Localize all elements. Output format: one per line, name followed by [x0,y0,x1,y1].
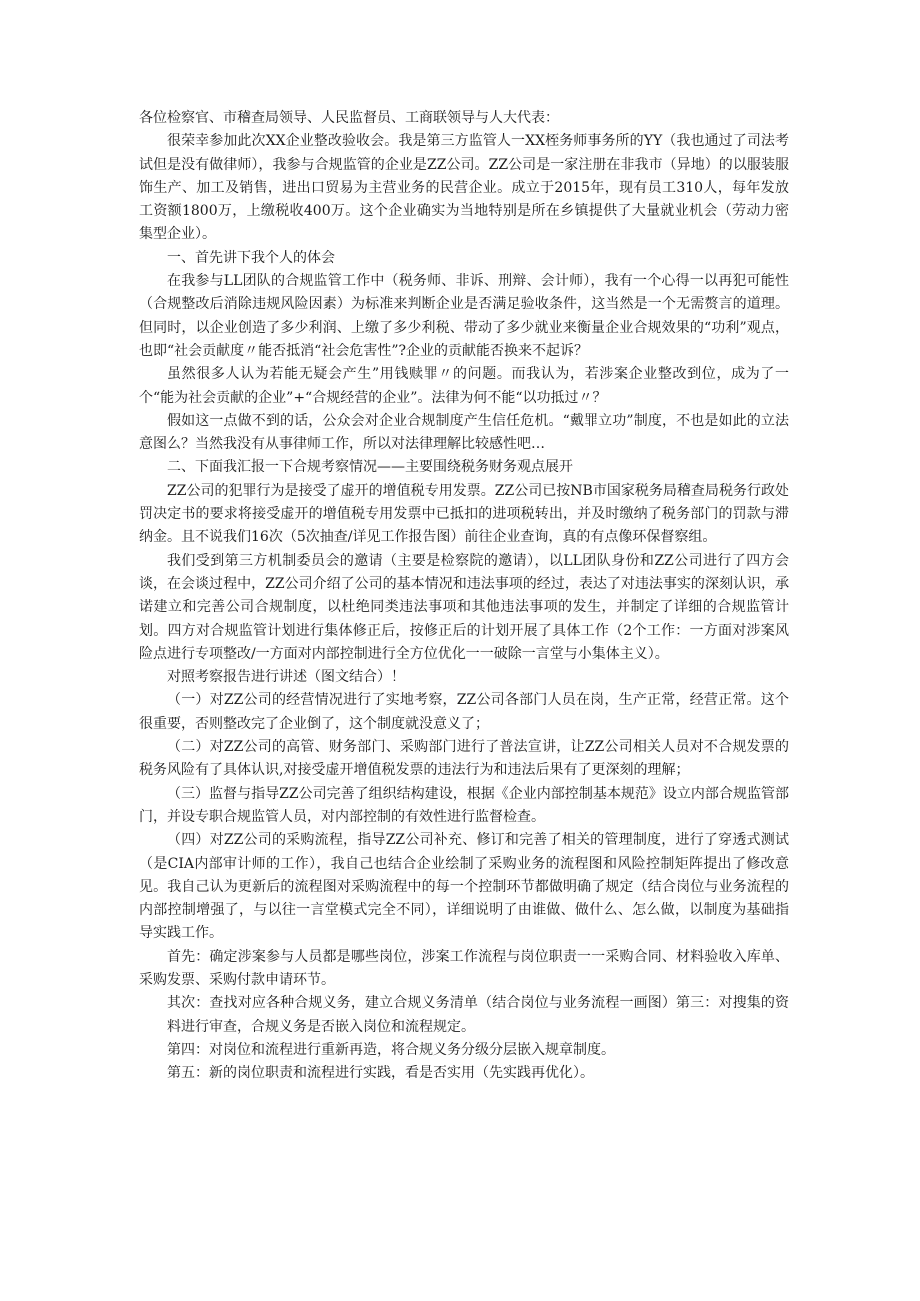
paragraph: 虽然很多人认为若能无疑会产生”用钱赎罪〃的问题。而我认为，若涉案企业整改到位，成为了一个“能为社会贡献的企业”+“合规经营的企业”。法律为何不能“以功抵过〃？ [139,366,789,406]
step-item: 第四：对岗位和流程进行重新再造，将合规义务分级分层嵌入规章制度。 [167,1041,615,1058]
section-heading-1: 一、首先讲下我个人的体会 [167,249,335,266]
step-item: 第五：新的岗位职责和流程进行实践，看是否实用（先实践再优化）。 [167,1065,594,1082]
document-body [139,107,789,1085]
list-item: （一）对ZZ公司的经营情况进行了实地考察，ZZ公司各部门人员在岗，生产正常，经营正常。这个很重要，否则整改完了企业倒了，这个制度就没意义了； [139,692,789,732]
step-item: 其次：查找对应各种合规义务，建立合规义务清单（结合岗位与业务流程一画图）第三：对搜集的资料进行审查，合规义务是否嵌入岗位和流程规定。 [167,995,789,1035]
list-item: （三）监督与指导ZZ公司完善了组织结构建设，根据《企业内部控制基本规范》设立内部合规监管部门，并设专职合规监管人员，对内部控制的有效性进行监督检查。 [139,785,789,825]
subheading: 对照考察报告进行讲述（图文结合）！ [167,669,405,686]
paragraph-intro: 很荣幸参加此次XX企业整改验收会。我是第三方监管人一XX桎务师事务所的YY（我也通过了司法考试但是没有做律师），我参与合规监管的企业是ZZ公司。ZZ公司是一家注册在非我市（异地）的以服装服饰生产、加工及销售，进出口贸易为主营业务的民营企业。成立于2015年，现有员工310人，每年发放工资额1800万，上缴税收400万。这个企业确实为当地特别是所在乡镇提供了大量就业机会（劳动力密集型企业）。 [139,133,789,243]
paragraph: 假如这一点做不到的话，公众会对企业合规制度产生信任危机。“戴罪立功”制度，不也是如此的立法意图么？当然我没有从事律师工作，所以对法律理解比较感性吧… [139,412,789,453]
paragraph: 我们受到第三方机制委员会的邀请（主要是检察院的邀请），以LL团队身份和ZZ公司进行了四方会谈，在会谈过程中，ZZ公司介绍了公司的基本情况和违法事项的经过，表达了对违法事实的深刻认识，承诺建立和完善公司合规制度，以杜绝同类违法事项和其他违法事项的发生，并制定了详细的合规监管计划。四方对合规监管计划进行集体修正后，按修正后的计划开展了具体工作（2个工作：一方面对涉案风险点进行专项整改/一方面对内部控制进行全方位优化一一破除一言堂与小集体主义）。 [139,552,789,662]
paragraph: 在我参与LL团队的合规监管工作中（税务师、非诉、刑辩、会计师），我有一个心得一以再犯可能性（合规整改后消除违规风险因素）为标准来判断企业是否满足验收条件，这当然是一个无需赘言的道理。但同时，以企业创造了多少利润、上缴了多少利税、带动了多少就业来衡量企业合规效果的“功利”观点，也即“社会贡献度〃能否抵消“社会危害性”?企业的贡献能否换来不起诉？ [139,273,789,359]
paragraph: ZZ公司的犯罪行为是接受了虚开的增值税专用发票。ZZ公司已按NB市国家税务局稽查局税务行政处罚决定书的要求将接受虚开的增值税专用发票中已抵扣的进项税转出，并及时缴纳了税务部门的罚款与滞纳金。且不说我们16次（5次抽查/详见工作报告图）前往企业查询，真的有点像环保督察组。 [139,482,789,546]
list-item: （二）对ZZ公司的高管、财务部门、采购部门进行了普法宣讲，让ZZ公司相关人员对不合规发票的税务风险有了具体认识,对接受虚开增值税发票的违法行为和违法后果有了更深刻的理解； [139,739,789,779]
salutation: 各位检察官、市稽查局领导、人民监督员、工商联领导与人大代表： [139,110,559,126]
step-item: 首先：确定涉案参与人员都是哪些岗位，涉案工作流程与岗位职责一一采购合同、材料验收入库单、采购发票、采购付款申请环节。 [139,948,789,988]
list-item: （四）对ZZ公司的采购流程，指导ZZ公司补充、修订和完善了相关的管理制度，进行了穿透式测试（是CIA内部审计师的工作），我自己也结合企业绘制了采购业务的流程图和风险控制矩阵提出了修改意见。我自己认为更新后的流程图对采购流程中的每一个控制环节都做明确了规定（结合岗位与业务流程的内部控制增强了，与以往一言堂模式完全不同），详细说明了由谁做、做什么、怎么做，以制度为基础指导实践工作。 [139,832,789,942]
section-heading-2: 二、下面我汇报一下合规考察情况——主要围绕税务财务观点展开 [167,459,573,476]
